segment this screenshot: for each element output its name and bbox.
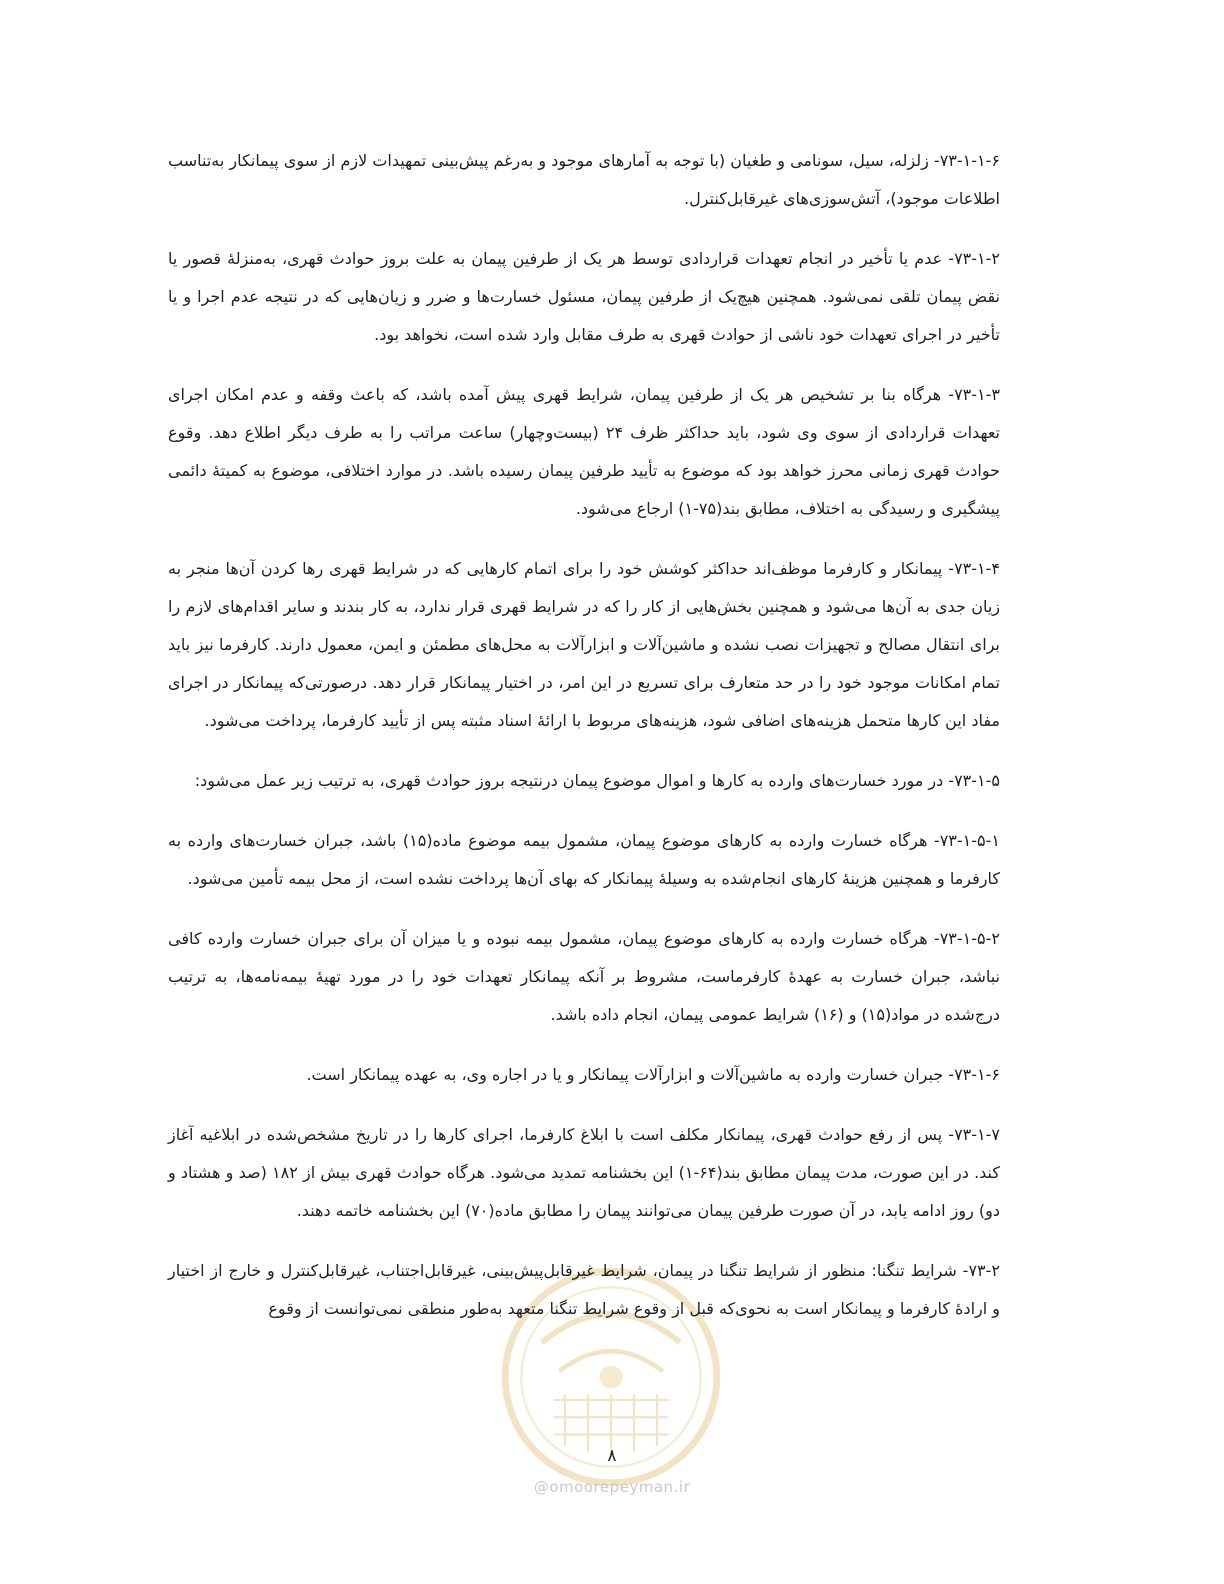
page-number: ۸ [607,1446,617,1466]
paragraph-73-2: ۷۳-۲- شرایط تنگنا: منظور از شرایط تنگنا در پیمان، شرایط غیرقابل‌پیش‌بینی، غیرقابل‌اجتناب، غیرقابل‌کنترل و خارج از اختیار و ارادهٔ کارفرما و پیمانکار است به نحوی‌که قبل از وقوع شرایط تنگنا متعهد به‌طور منطقی نمی‌توانست از وقوع [168,1261,1000,1318]
paragraph-73-1-7: ۷۳-۱-۷- پس از رفع حوادث قهری، پیمانکار مکلف است با ابلاغ کارفرما، اجرای کارها را در تاریخ مشخص‌شده در ابلاغیه آغاز کند. در این صورت، مدت پیمان مطابق بند(۶۴-۱) این بخشنامه تمدید می‌شود. هرگاه حوادث قهری بیش از ۱۸۲ (صد و هشتاد و دو) روز ادامه یابد، در آن صورت طرفین پیمان می‌توانند پیمان را مطابق ماده(۷۰) این بخشنامه خاتمه دهند. [168,1125,1000,1220]
paragraph-73-1-4: ۷۳-۱-۴- پیمانکار و کارفرما موظف‌اند حداکثر کوشش خود را برای اتمام کارهایی که در شرایط قهری رها کردن آن‌ها منجر به زیان جدی به آن‌ها می‌شود و همچنین بخش‌هایی از کار را که در شرایط قهری قرار ندارد، به کار بندند و سایر اقدام‌های لازم را برای انتقال مصالح و تجهیزات نصب نشده و ماشین‌آلات و ابزارآلات به محل‌های مطمئن و ایمن، معمول دارند. کارفرما نیز باید تمام امکانات موجود خود را در حد متعارف برای تسریع در این امر، در اختیار پیمانکار قرار دهد. درصورتی‌که پیمانکار در اجرای مفاد این کارها متحمل هزینه‌های اضافی شود، هزینه‌های مربوط با ارائهٔ اسناد مثبته پس از تأیید کارفرما، پرداخت می‌شود. [168,559,1000,730]
paragraph-73-1-5-1: ۷۳-۱-۵-۱- هرگاه خسارت وارده به کارهای موضوع پیمان، مشمول بیمه موضوع ماده(۱۵) باشد، جبران خسارت‌های وارده به کارفرما و همچنین هزینهٔ کارهای انجام‌شده به وسیلهٔ پیمانکار که بهای آن‌ها پرداخت نشده است، از محل بیمه تأمین می‌شود. [168,831,1000,888]
document-body [168,142,1000,1350]
paragraph-73-1-6: ۷۳-۱-۶- جبران خسارت وارده به ماشین‌آلات و ابزارآلات پیمانکار و یا در اجاره وی، به عهده پیمانکار است. [306,1065,1000,1084]
site-watermark [0,1478,1224,1496]
site-watermark-text: omoorepeyman.ir [549,1478,691,1496]
paragraph-73-1-2: ۷۳-۱-۲- عدم یا تأخیر در انجام تعهدات قراردادی توسط هر یک از طرفین پیمان به علت بروز حوادث قهری، به‌منزلهٔ قصور یا نقض پیمان تلقی نمی‌شود. همچنین هیچ‌یک از طرفین پیمان، مسئول خسارت‌ها و ضرر و زیان‌هایی که در نتیجه عدم اجرا و یا تأخیر در اجرای تعهدات خود ناشی از حوادث قهری به طرف مقابل وارد شده است، نخواهد بود. [168,249,1000,344]
paragraph-73-1-5-2: ۷۳-۱-۵-۲- هرگاه خسارت وارده به کارهای موضوع پیمان، مشمول بیمه نبوده و یا میزان آن برای جبران خسارت وارده کافی نباشد، جبران خسارت به عهدهٔ کارفرماست، مشروط بر آنکه پیمانکار تعهدات خود را در مورد تهیهٔ بیمه‌نامه‌ها، به ترتیب درج‌شده در مواد(۱۵) و (۱۶) شرایط عمومی پیمان، انجام داده باشد. [168,929,1000,1024]
paragraph-73-1-1-6: ۷۳-۱-۱-۶- زلزله، سیل، سونامی و طغیان (با توجه به آمارهای موجود و به‌رغم پیش‌بینی تمهیدات لازم از سوی پیمانکار به‌تناسب اطلاعات موجود)، آتش‌سوزی‌های غیرقابل‌کنترل. [168,151,1000,208]
paragraph-73-1-5: ۷۳-۱-۵- در مورد خسارت‌های وارده به کارها و اموال موضوع پیمان درنتیجه بروز حوادث قهری، به ترتیب زیر عمل می‌شود: [194,771,1000,790]
at-icon: @ [533,1478,550,1496]
paragraph-73-1-3: ۷۳-۱-۳- هرگاه بنا بر تشخیص هر یک از طرفین پیمان، شرایط قهری پیش آمده باشد، که باعث وقفه و عدم امکان اجرای تعهدات قراردادی از سوی وی شود، باید حداکثر ظرف ۲۴ (بیست‌وچهار) ساعت مراتب را به طرف دیگر اطلاع دهد. وقوع حوادث قهری زمانی محرز خواهد بود که موضوع به تأیید طرفین پیمان رسیده باشد. در موارد اختلافی، موضوع به کمیتهٔ دائمی پیشگیری و رسیدگی به اختلاف، مطابق بند(۷۵-۱) ارجاع می‌شود. [168,385,1000,518]
